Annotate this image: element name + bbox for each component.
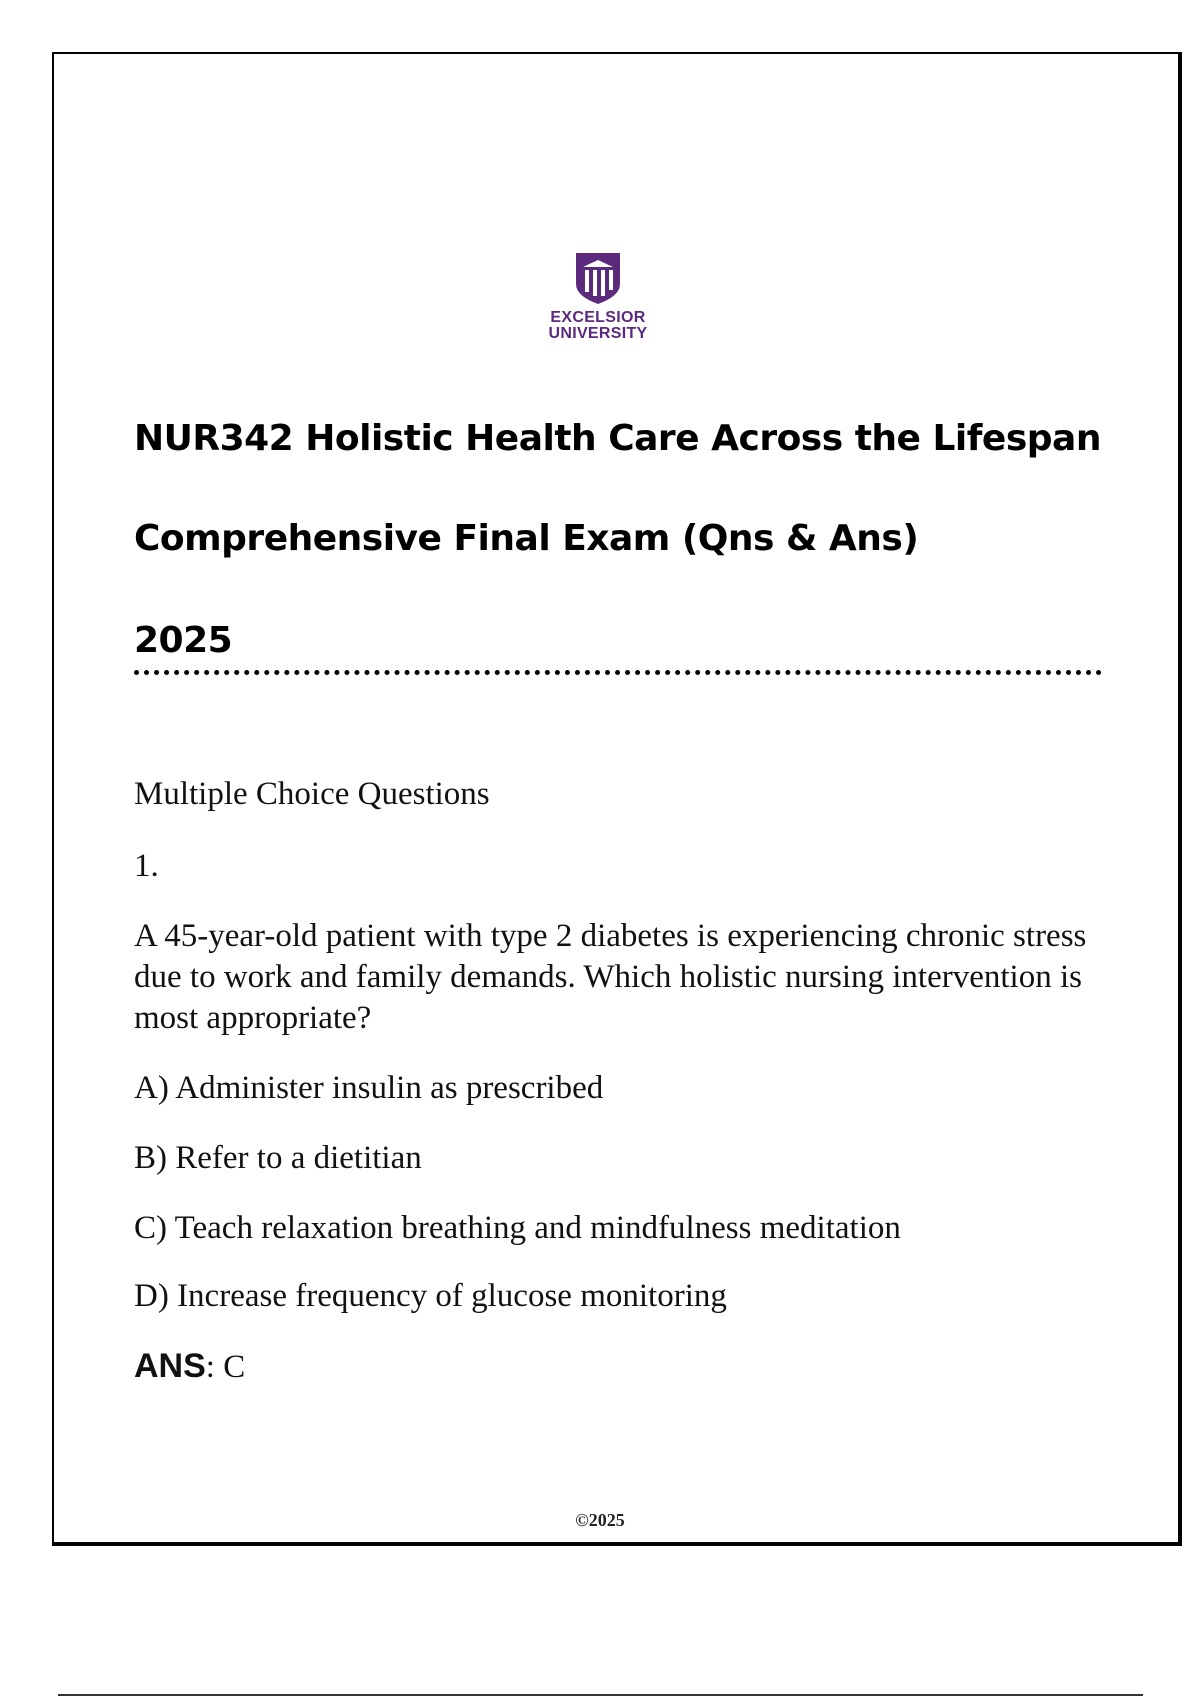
dotted-divider [134, 670, 1102, 675]
logo-text-line2: UNIVERSITY [548, 325, 648, 342]
answer-label: ANS [134, 1347, 206, 1385]
exam-year: 2025 [134, 620, 233, 661]
university-crest-icon [573, 250, 623, 306]
logo-text-line1: EXCELSIOR [550, 309, 646, 326]
option-b: B) Refer to a dietitian [134, 1140, 422, 1176]
answer-value: : C [205, 1349, 246, 1385]
bottom-rule [58, 1694, 1143, 1696]
exam-title: Comprehensive Final Exam (Qns & Ans) [134, 518, 919, 559]
course-title: NUR342 Holistic Health Care Across the Lifespan [134, 418, 1101, 459]
question-stem: A 45-year-old patient with type 2 diabetes is experiencing chronic stress due to work and family demands. Which holistic nursing intervention is most appropriate? [134, 918, 1087, 1036]
question-number: 1. [134, 848, 159, 884]
option-c: C) Teach relaxation breathing and mindfulness meditation [134, 1210, 901, 1246]
university-logo [536, 238, 660, 356]
option-d: D) Increase frequency of glucose monitoring [134, 1278, 727, 1314]
answer-line [134, 1346, 245, 1388]
copyright-footer: ©2025 [575, 1510, 625, 1530]
section-heading: Multiple Choice Questions [134, 776, 490, 812]
option-a: A) Administer insulin as prescribed [134, 1070, 604, 1106]
